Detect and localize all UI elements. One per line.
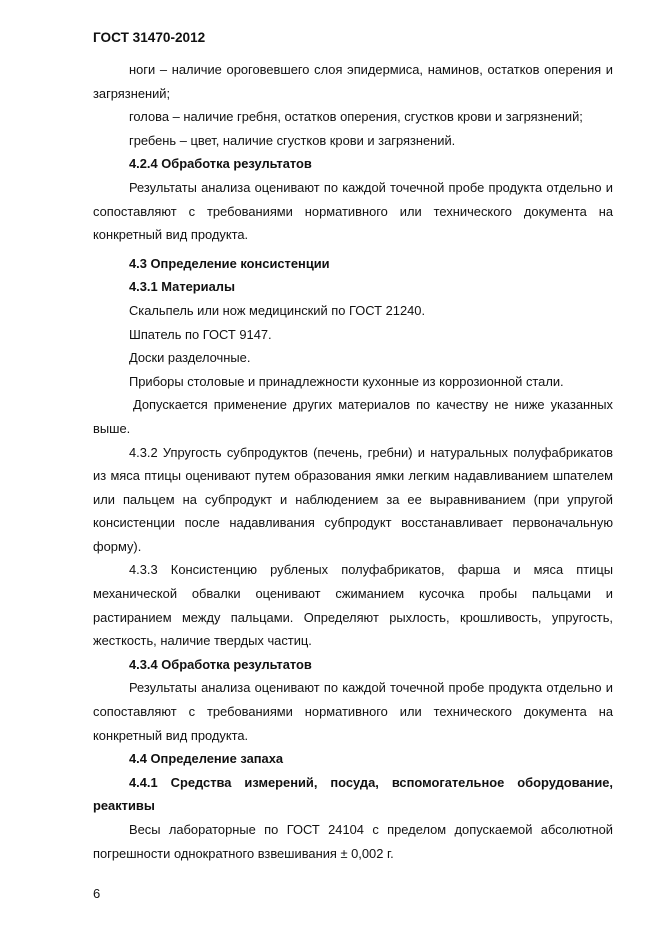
- section-heading: 4.3 Определение консистенции: [129, 255, 330, 271]
- paragraph: 4.3.2 Упругость субпродуктов (печень, гребни) и натуральных полуфабрикатов из мяса птицы оценивают путем образования ямки легким надавливанием шпателем или пальцем на субпродукт и наблюдением за ее выравниванием (при упругой консистенции после надавливания субпродукт восстанавливает первоначальную форму).: [93, 444, 613, 554]
- paragraph: Доски разделочные.: [129, 350, 251, 366]
- paragraph: Весы лабораторные по ГОСТ 24104 с пределом допускаемой абсолютной погрешности однократного взвешивания ± 0,002 г.: [93, 822, 613, 861]
- page-number: 6: [93, 886, 101, 901]
- paragraph: Скальпель или нож медицинский по ГОСТ 21240.: [129, 302, 426, 318]
- paragraph: гребень – цвет, наличие сгустков крови и загрязнений.: [129, 132, 456, 148]
- document-body: [93, 58, 613, 865]
- paragraph: Допускается применение других материалов по качеству не ниже указанных выше.: [93, 397, 613, 436]
- page-header: ГОСТ 31470-2012: [93, 30, 206, 45]
- paragraph: Результаты анализа оценивают по каждой точечной пробе продукта отдельно и сопоставляют с требованиями нормативного или технического документа на конкретный вид продукта.: [93, 179, 613, 243]
- paragraph: Шпатель по ГОСТ 9147.: [129, 326, 272, 342]
- paragraph: 4.3.3 Консистенцию рубленых полуфабрикатов, фарша и мяса птицы механической обвалки оценивают сжиманием кусочка пробы пальцами и растиранием между пальцами. Определяют рыхлость, крошливость, упругость, жесткость, наличие твердых частиц.: [93, 562, 613, 649]
- paragraph: голова – наличие гребня, остатков оперения, сгустков крови и загрязнений;: [129, 109, 583, 125]
- section-heading: 4.3.4 Обработка результатов: [129, 656, 312, 672]
- section-heading: 4.3.1 Материалы: [129, 279, 235, 295]
- section-heading: 4.4.1 Средства измерений, посуда, вспомогательное оборудование, реактивы: [93, 774, 613, 814]
- paragraph: ноги – наличие ороговевшего слоя эпидермиса, наминов, остатков оперения и загрязнений;: [93, 62, 613, 101]
- paragraph: Приборы столовые и принадлежности кухонные из коррозионной стали.: [129, 373, 564, 389]
- section-heading: 4.2.4 Обработка результатов: [129, 156, 312, 172]
- paragraph: Результаты анализа оценивают по каждой точечной пробе продукта отдельно и сопоставляют с требованиями нормативного или технического документа на конкретный вид продукта.: [93, 680, 613, 743]
- section-heading: 4.4 Определение запаха: [129, 751, 284, 767]
